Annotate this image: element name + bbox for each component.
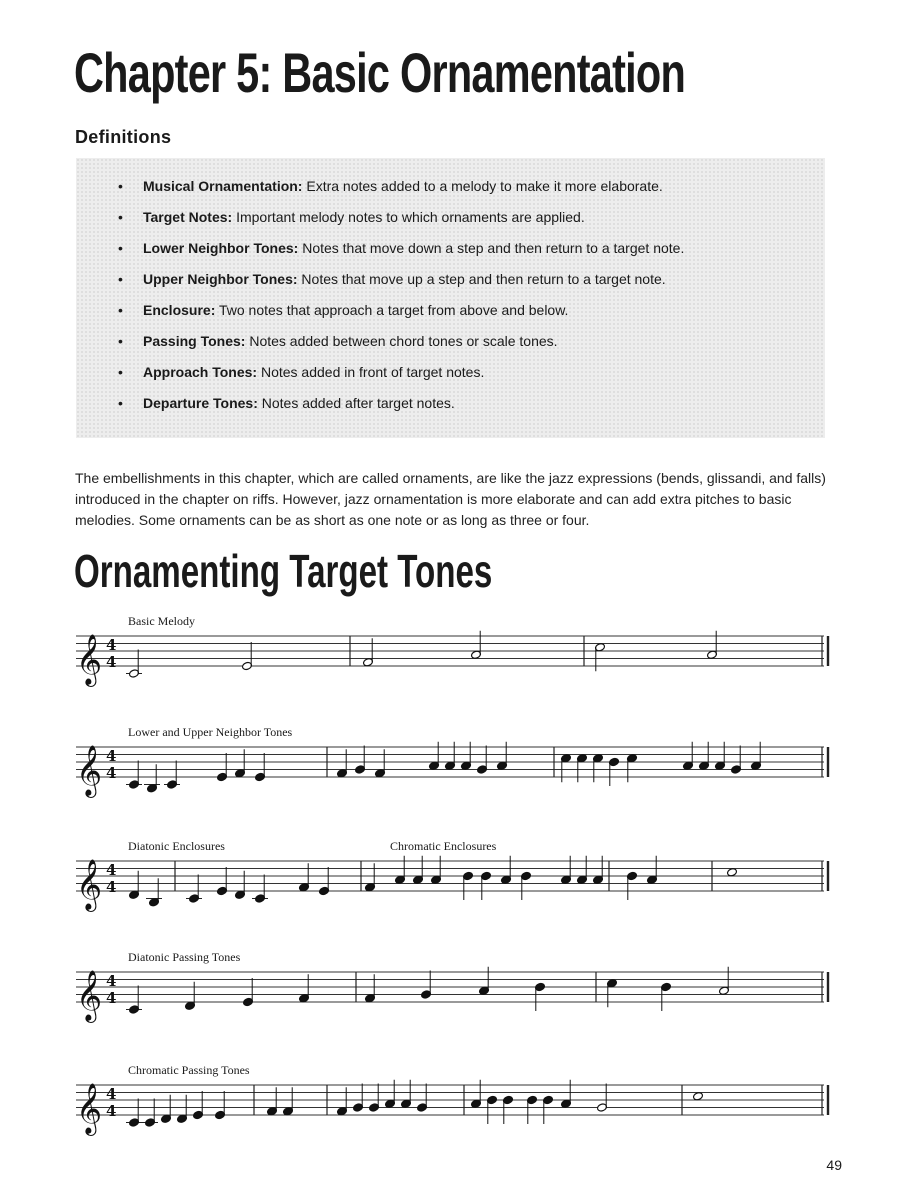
music-example-basic-melody: [72, 614, 832, 694]
definition-term: Musical Ornamentation:: [143, 178, 303, 194]
example-label: Diatonic Passing Tones: [128, 950, 241, 964]
definition-text: Notes that move up a step and then return to a target note.: [297, 271, 666, 287]
page-number: 49: [826, 1157, 842, 1173]
treble-clef-icon: 𝄞: [76, 970, 103, 1021]
treble-clef-icon: 𝄞: [76, 1083, 103, 1134]
example-label: Diatonic Enclosures: [128, 839, 225, 853]
time-signature-top: 4: [106, 747, 117, 765]
definition-item: [76, 361, 684, 392]
definition-text: Important melody notes to which ornaments are applied.: [232, 209, 585, 225]
section-title: Ornamenting Target Tones: [74, 545, 493, 597]
definition-item: [76, 206, 684, 237]
definition-item: [76, 392, 684, 423]
definition-item: [76, 175, 684, 206]
definition-term: Target Notes:: [143, 209, 233, 225]
definition-text: Notes added between chord tones or scale tones.: [245, 333, 558, 349]
definition-term: Departure Tones:: [143, 395, 258, 411]
music-staff: [72, 1063, 832, 1143]
definition-item: [76, 268, 684, 299]
definition-term: Enclosure:: [143, 302, 216, 318]
music-staff: [72, 950, 832, 1030]
example-label: Basic Melody: [128, 614, 195, 628]
time-signature-bottom: 4: [106, 989, 117, 1007]
music-example-enclosures: [72, 839, 832, 919]
time-signature-top: 4: [106, 972, 117, 990]
time-signature-bottom: 4: [106, 764, 117, 782]
definitions-list: [76, 175, 684, 423]
definitions-heading: Definitions: [75, 127, 172, 147]
time-signature-bottom: 4: [106, 878, 117, 896]
music-staff: [72, 839, 832, 919]
chapter-title: Chapter 5: Basic Ornamentation: [74, 41, 686, 104]
music-example-diatonic-passing: [72, 950, 832, 1030]
definition-item: [76, 330, 684, 361]
definition-text: Two notes that approach a target from above and below.: [215, 302, 569, 318]
definition-text: Notes that move down a step and then return to a target note.: [298, 240, 685, 256]
treble-clef-icon: 𝄞: [76, 634, 103, 685]
treble-clef-icon: 𝄞: [76, 745, 103, 796]
time-signature-top: 4: [106, 861, 117, 879]
definition-item: [76, 237, 684, 268]
music-staff: [72, 725, 832, 805]
intro-paragraph: The embellishments in this chapter, which are called ornaments, are like the jazz expressions (bends, glissandi, and falls) introduced in the chapter on riffs. However, jazz ornamentation is more elaborate and can add extra pitches to basic melodies. Some ornaments can be as short as one note or as long as three or four.: [75, 470, 826, 528]
definition-item: [76, 299, 684, 330]
definition-term: Lower Neighbor Tones:: [143, 240, 299, 256]
music-staff: [72, 614, 832, 694]
music-example-neighbor-tones: [72, 725, 832, 805]
time-signature-top: 4: [106, 1085, 117, 1103]
time-signature-top: 4: [106, 636, 117, 654]
time-signature-bottom: 4: [106, 653, 117, 671]
time-signature-bottom: 4: [106, 1102, 117, 1120]
definition-text: Extra notes added to a melody to make it more elaborate.: [302, 178, 663, 194]
example-label: Lower and Upper Neighbor Tones: [128, 725, 293, 739]
definition-term: Passing Tones:: [143, 333, 246, 349]
music-example-chromatic-passing: [72, 1063, 832, 1143]
definition-text: Notes added in front of target notes.: [257, 364, 485, 380]
definition-term: Approach Tones:: [143, 364, 258, 380]
example-label: Chromatic Enclosures: [390, 839, 497, 853]
definitions-box: [76, 158, 825, 438]
treble-clef-icon: 𝄞: [76, 859, 103, 910]
definition-text: Notes added after target notes.: [257, 395, 455, 411]
definition-term: Upper Neighbor Tones:: [143, 271, 298, 287]
example-label: Chromatic Passing Tones: [128, 1063, 250, 1077]
